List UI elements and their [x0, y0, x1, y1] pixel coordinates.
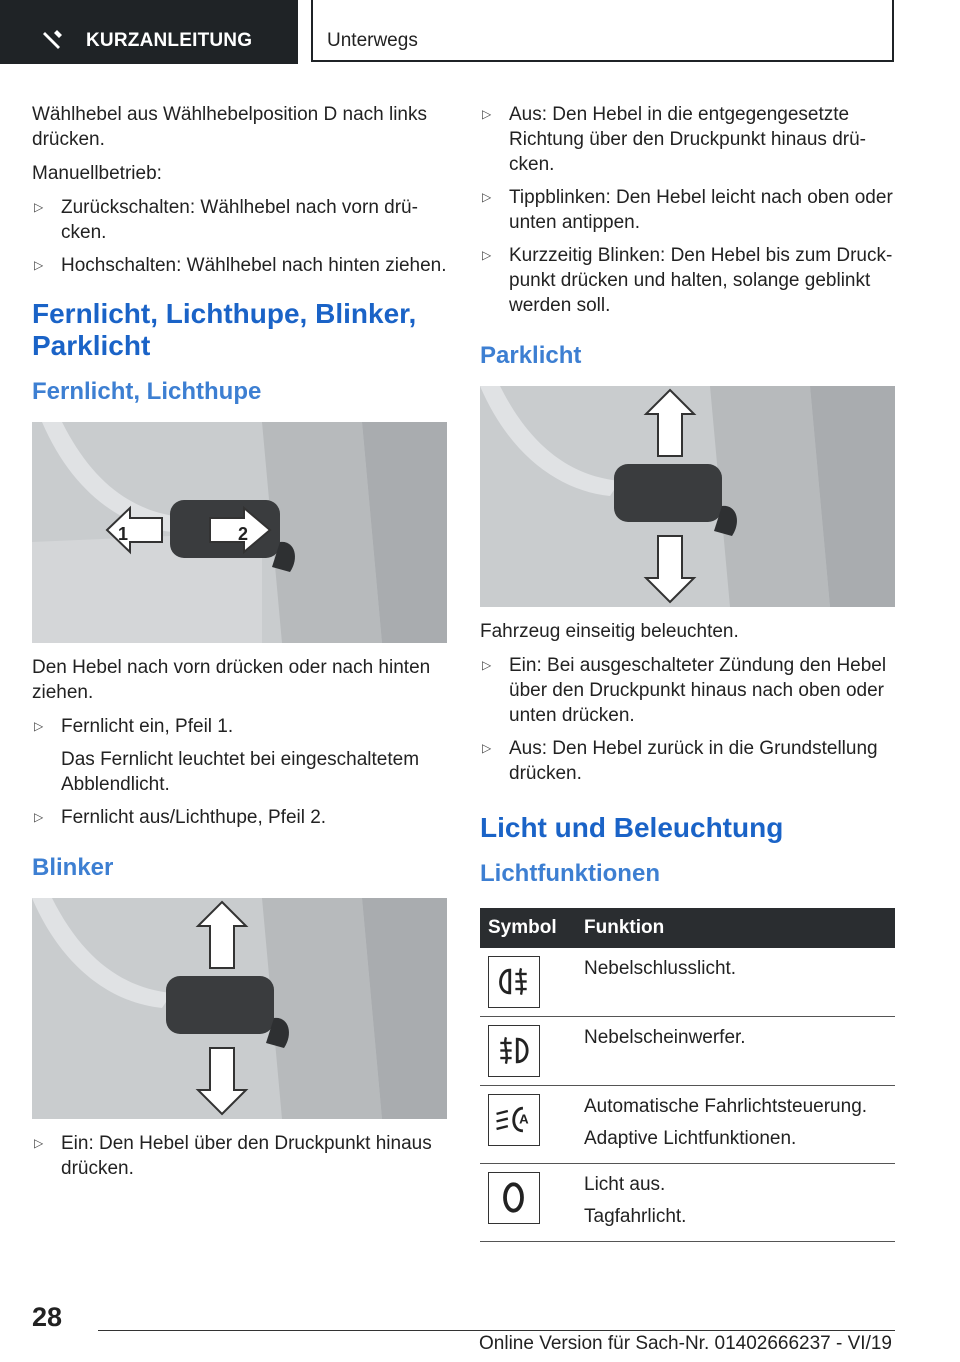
automatic-headlight-icon [488, 1094, 540, 1146]
function-text: Adaptive Lichtfunktionen. [584, 1128, 797, 1149]
column-header-funktion: Funktion [576, 908, 895, 948]
lever-up-down-illustration [32, 898, 447, 1119]
intro-text: Wählhebel aus Wählhebelposition D nach links drücken. [32, 104, 428, 150]
footer-online-version: Online Version für Sach-Nr. 01402666237 - VI/19 [479, 1333, 892, 1354]
list-item: ▷ Fernlicht aus/Lichthupe, Pfeil 2. [34, 807, 327, 828]
fernlicht-list [32, 714, 447, 830]
list-item: ▷ Ein: Den Hebel über den Druckpunkt hinaus drücken. [34, 1133, 432, 1179]
parklicht-illustration [480, 386, 895, 607]
manual-label: Manuellbetrieb: [32, 163, 162, 184]
arrow-label-2: 2 [238, 524, 249, 544]
triangle-bullet-icon: ▷ [34, 1136, 44, 1150]
manual-list [32, 195, 447, 278]
table-row [480, 1164, 895, 1242]
blinker-list [32, 1131, 447, 1181]
triangle-bullet-icon: ▷ [482, 658, 492, 672]
function-text: Nebelschlusslicht. [584, 958, 737, 979]
triangle-bullet-icon: ▷ [34, 719, 44, 733]
list-item: ▷ Ein: Bei ausgeschalteter Zündung den Hebel über den Druckpunkt hinaus nach oben oder unten drücken. [482, 655, 887, 726]
arrow-label-1: 1 [118, 524, 129, 544]
lever-up-down-illustration [480, 386, 895, 607]
header-tab[interactable] [0, 0, 298, 64]
front-fog-light-icon [488, 1025, 540, 1077]
list-item: ▷ Hochschalten: Wählhebel nach hinten ziehen. [34, 255, 447, 276]
list-item: ▷ Kurzzeitig Blinken: Den Hebel bis zum Druckpunkt drücken und halten, solange geblinkt werden soll. [482, 245, 893, 316]
list-item: ▷ Aus: Den Hebel zurück in die Grundstellung drücken. [482, 738, 878, 784]
fernlicht-text: Den Hebel nach vorn drücken oder nach hinten ziehen. [32, 657, 431, 703]
list-item: ▷ Zurückschalten: Wählhebel nach vorn drücken. [34, 197, 418, 243]
function-text: Tagfahrlicht. [584, 1206, 687, 1227]
section-title: Unterwegs [327, 30, 418, 51]
wrench-icon [42, 28, 64, 50]
lights-off-icon [488, 1172, 540, 1224]
table-row [480, 1017, 895, 1086]
subheading-parklicht: Parklicht [480, 342, 582, 369]
section-header [311, 0, 894, 62]
parklicht-text: Fahrzeug einseitig beleuchten. [480, 621, 739, 642]
triangle-bullet-icon: ▷ [34, 200, 44, 214]
triangle-bullet-icon: ▷ [34, 810, 44, 824]
triangle-bullet-icon: ▷ [482, 190, 492, 204]
blinker-illustration [32, 898, 447, 1119]
column-header-symbol: Symbol [480, 908, 576, 948]
page-number: 28 [32, 1302, 63, 1332]
subheading-fernlicht: Fernlicht, Lichthupe [32, 378, 262, 405]
subheading-blinker: Blinker [32, 854, 114, 881]
lever-arrows-illustration [32, 422, 447, 643]
list-item: ▷ Fernlicht ein, Pfeil 1. Das Fernlicht leuchtet bei eingeschaltetem Abblendlicht. [34, 716, 420, 795]
function-text: Licht aus. [584, 1174, 666, 1195]
list-item: ▷ Aus: Den Hebel in die entgegengesetzte Richtung über den Druckpunkt hinaus drücken. [482, 104, 866, 175]
function-text: Nebelscheinwerfer. [584, 1027, 746, 1048]
blinker-continued-list [480, 102, 895, 318]
triangle-bullet-icon: ▷ [34, 258, 44, 272]
table-header-row [480, 908, 895, 948]
table-row [480, 1086, 895, 1164]
fernlicht-illustration [32, 422, 447, 643]
heading-licht-beleuchtung: Licht und Beleuchtung [480, 812, 784, 843]
subheading-lichtfunktionen: Lichtfunktionen [480, 860, 660, 887]
list-item: ▷ Tippblinken: Den Hebel leicht nach oben oder unten antippen. [482, 187, 893, 233]
rear-fog-light-icon [488, 956, 540, 1008]
triangle-bullet-icon: ▷ [482, 107, 492, 121]
left-column [32, 102, 447, 1189]
table-row [480, 948, 895, 1017]
triangle-bullet-icon: ▷ [482, 248, 492, 262]
footer-divider [98, 1330, 895, 1331]
function-text: Automatische Fahrlichtsteuerung. [584, 1096, 868, 1117]
parklicht-list [480, 653, 895, 786]
heading-fernlicht-blinker: Fernlicht, Lichthupe, Blinker, Parklicht [32, 298, 417, 361]
right-column [480, 102, 895, 1242]
triangle-bullet-icon: ▷ [482, 741, 492, 755]
svg-text:A: A [519, 1111, 529, 1127]
light-functions-table [480, 908, 895, 1242]
tab-label: KURZANLEITUNG [86, 30, 253, 51]
